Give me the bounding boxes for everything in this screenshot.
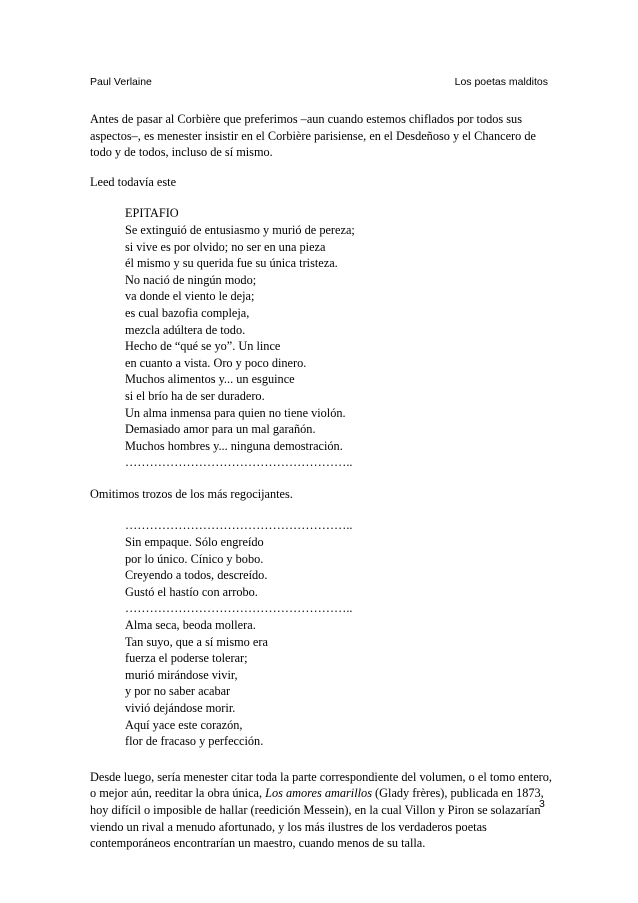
header-author: Paul Verlaine	[90, 76, 152, 88]
poem-line: murió mirándose vivir,	[125, 667, 238, 682]
poem-line: es cual bazofia compleja,	[125, 305, 250, 320]
poem-line: él mismo y su querida fue su única tristeza.	[125, 256, 338, 271]
poem-line: Demasiado amor para un mal garañón.	[125, 422, 316, 437]
intro-paragraph: Antes de pasar al Corbière que preferimos –aun cuando estemos chiflados por todos sus aspectos–, es menester insistir en el Corbière parisiense, en el Desdeñoso y el Chancero de todo y de todos, incluso de sí mismo.	[90, 112, 536, 160]
poem-line: Se extinguió de entusiasmo y murió de pereza;	[125, 222, 355, 237]
poem-line: Tan suyo, que a sí mismo era	[125, 634, 268, 649]
poem-line: Sin empaque. Sólo engreído	[125, 535, 264, 550]
poem-line: Alma seca, beoda mollera.	[125, 618, 256, 633]
poem-line: Muchos hombres y... ninguna demostración.	[125, 438, 343, 453]
poem-ellipsis: ………………………………………………..	[125, 601, 353, 616]
page-number: 3	[539, 798, 545, 810]
poem-line: mezcla adúltera de todo.	[125, 322, 246, 337]
poem-line: y por no saber acabar	[125, 684, 231, 699]
poem-line: fuerza el poderse tolerar;	[125, 651, 248, 666]
poem-line: Gustó el hastío con arrobo.	[125, 584, 258, 599]
poem-title: EPITAFIO	[125, 206, 179, 221]
epitafio-poem	[125, 205, 560, 471]
poem-line: Hecho de “qué se yo”. Un lince	[125, 339, 281, 354]
final-paragraph	[90, 769, 560, 852]
poem-line: si el brío ha de ser duradero.	[125, 388, 265, 403]
book-title-italic: Los amores amarillos	[265, 786, 372, 801]
poem-line: Un alma inmensa para quien no tiene violón.	[125, 405, 346, 420]
header-book-title: Los poetas malditos	[454, 76, 548, 88]
poem-line: Muchos alimentos y... un esguince	[125, 372, 295, 387]
poem-line: vivió dejándose morir.	[125, 701, 236, 715]
poem-line: si vive es por olvido; no ser en una pieza	[125, 239, 326, 254]
poem-ellipsis: ………………………………………………..	[125, 518, 353, 533]
page-body	[90, 111, 560, 852]
final-text-after: (Glady frères), publicada en 1873, hoy difícil o imposible de hallar (reedición Messein), en la cual Villon y Piron se solazarían viendo un rival a menudo afortunado, y los más ilustres de los verdaderos poetas contemporáneos encontrarían un maestro, cuando menos de su talla.	[90, 786, 544, 851]
page-header	[90, 76, 548, 90]
poem-line: por lo único. Cínico y bobo.	[125, 551, 264, 566]
second-poem-fragment	[125, 517, 560, 749]
leed-line: Leed todavía este	[90, 174, 177, 189]
poem-line: en cuanto a vista. Oro y poco dinero.	[125, 355, 307, 370]
poem-ellipsis: ………………………………………………..	[125, 455, 353, 470]
final-text-before: Desde luego, sería menester citar toda la parte correspondiente del volumen, o el tomo entero, o mejor aún, reeditar la obra única,	[90, 769, 552, 801]
omitimos-line: Omitimos trozos de los más regocijantes.	[90, 486, 293, 501]
poem-line: va donde el viento le deja;	[125, 289, 255, 304]
poem-line: No nació de ningún modo;	[125, 272, 257, 287]
poem-line: Creyendo a todos, descreído.	[125, 568, 268, 583]
poem-line: flor de fracaso y perfección.	[125, 734, 264, 749]
poem-line: Aquí yace este corazón,	[125, 717, 243, 732]
